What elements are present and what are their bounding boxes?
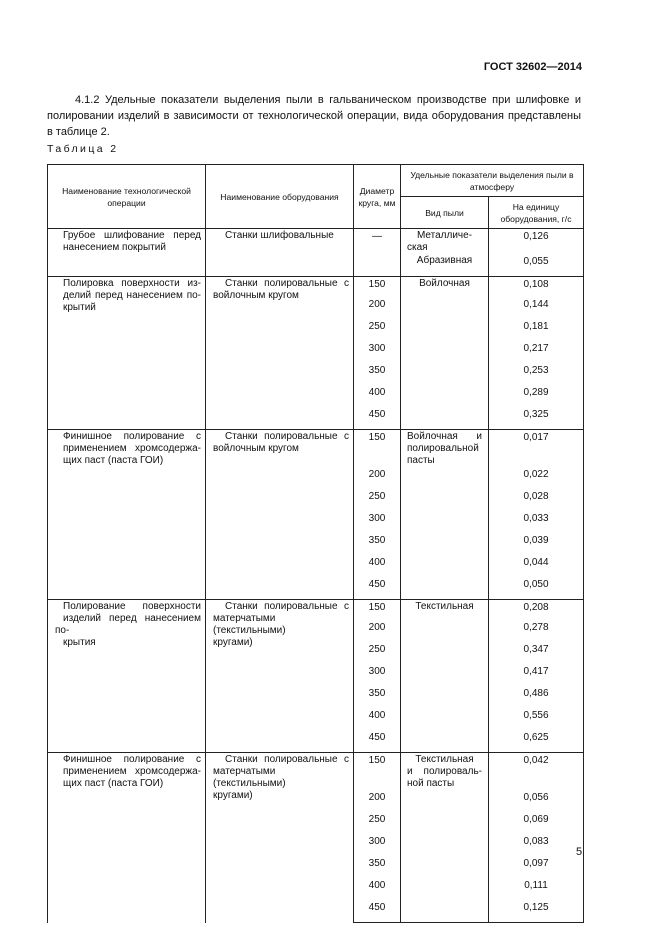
dust-type-line: ной пасты: [407, 778, 455, 789]
dust-type-cell: [401, 363, 489, 385]
table-row: [48, 753, 584, 791]
value-cell: 0,144: [489, 297, 584, 319]
dust-type-cell: [401, 856, 489, 878]
body-paragraph: 4.1.2 Удельные показатели выделения пыли в гальваническом производстве при шлифовке и полировании изделий в зависимости от технологической операции, вида оборудования представлены в таблице 2.: [47, 94, 581, 138]
diameter-cell: 150: [354, 277, 401, 298]
equipment-cell: [206, 753, 354, 923]
value-cell: 0,056: [489, 790, 584, 812]
equipment-line: Станки полировальные с: [225, 278, 349, 289]
dust-emission-table: [47, 164, 584, 923]
dust-type-line: Металличе-: [416, 230, 473, 241]
diameter-cell: 300: [354, 341, 401, 363]
header-diameter: Диаметр круга, мм: [354, 165, 401, 229]
diameter-cell: 450: [354, 900, 401, 923]
value-cell: 0,325: [489, 407, 584, 430]
value-cell: 0,278: [489, 620, 584, 642]
value-cell: 0,253: [489, 363, 584, 385]
table-row: [48, 229, 584, 255]
operation-line: применением хромсодержа-: [63, 766, 201, 777]
header-equipment: Наименование оборудования: [206, 165, 354, 229]
diameter-cell: 400: [354, 708, 401, 730]
equipment-line: кругами): [213, 790, 253, 801]
value-cell: 0,625: [489, 730, 584, 753]
value-cell: 0,486: [489, 686, 584, 708]
diameter-cell: 250: [354, 642, 401, 664]
table-caption: Таблица 2: [47, 143, 119, 155]
dust-type-cell: [401, 878, 489, 900]
table-row: [48, 430, 584, 468]
value-cell: 0,108: [489, 277, 584, 298]
dust-type-line: Войлочная: [419, 278, 470, 289]
dust-type-cell: [401, 341, 489, 363]
equipment-cell: [206, 600, 354, 753]
dust-type-cell: [401, 790, 489, 812]
value-cell: 0,347: [489, 642, 584, 664]
value-cell: 0,039: [489, 533, 584, 555]
diameter-cell: 400: [354, 555, 401, 577]
dust-type-cell: [401, 277, 489, 298]
value-cell: 0,044: [489, 555, 584, 577]
header-group: Удельные показатели выделения пыли в атмосферу: [401, 165, 584, 197]
table-body: [48, 229, 584, 923]
equipment-line: матерчатыми (текстильными): [213, 613, 286, 636]
dust-type-cell: [401, 708, 489, 730]
operation-line: Полирование поверхности: [63, 601, 201, 612]
dust-type-cell: [401, 577, 489, 600]
header-operation: Наименование технологической операции: [48, 165, 206, 229]
diameter-cell: 350: [354, 533, 401, 555]
diameter-cell: 450: [354, 577, 401, 600]
diameter-cell: 350: [354, 363, 401, 385]
dust-type-cell: [401, 900, 489, 923]
operation-line: крытия: [63, 637, 96, 648]
equipment-line: матерчатыми (текстильными): [213, 766, 286, 789]
dust-type-cell: [401, 533, 489, 555]
diameter-cell: 350: [354, 856, 401, 878]
value-cell: 0,028: [489, 489, 584, 511]
operation-line: Финишное полирование с: [63, 431, 201, 442]
page-number: 5: [576, 846, 583, 858]
dust-type-cell: [401, 385, 489, 407]
operation-cell: [48, 229, 206, 277]
dust-type-line: полировальной: [407, 443, 479, 454]
dust-type-cell: [401, 489, 489, 511]
dust-type-cell: [401, 467, 489, 489]
diameter-cell: 200: [354, 467, 401, 489]
equipment-line: войлочным кругом: [213, 290, 299, 301]
equipment-line: Станки полировальные с: [225, 431, 349, 442]
equipment-line: Станки полировальные с: [225, 754, 349, 765]
value-cell: 0,069: [489, 812, 584, 834]
diameter-cell: 200: [354, 790, 401, 812]
operation-line: Финишное полирование с: [63, 754, 201, 765]
value-cell: 0,022: [489, 467, 584, 489]
value-cell: 0,125: [489, 900, 584, 923]
dust-type-cell: [401, 555, 489, 577]
diameter-cell: 150: [354, 753, 401, 791]
operation-line: щих паст (паста ГОИ): [63, 778, 164, 789]
value-cell: 0,217: [489, 341, 584, 363]
table-row: [48, 600, 584, 621]
dust-type-cell: [401, 254, 489, 277]
diameter-cell: 250: [354, 812, 401, 834]
dust-type-cell: [401, 620, 489, 642]
operation-line: делий перед нанесением по-: [63, 290, 201, 301]
header-dust-type: Вид пыли: [401, 197, 489, 229]
dust-type-cell: [401, 730, 489, 753]
diameter-cell: 200: [354, 297, 401, 319]
operation-line: Полировка поверхности из-: [63, 278, 201, 289]
table-row: [48, 277, 584, 298]
value-cell: 0,126: [489, 229, 584, 255]
value-cell: 0,050: [489, 577, 584, 600]
equipment-cell: [206, 277, 354, 430]
operation-cell: [48, 753, 206, 923]
dust-type-line: пасты: [407, 455, 435, 466]
dust-type-cell: [401, 753, 489, 791]
diameter-cell: 200: [354, 620, 401, 642]
equipment-cell: [206, 430, 354, 600]
equipment-line: кругами): [213, 637, 253, 648]
dust-type-cell: [401, 834, 489, 856]
dust-type-line: Войлочная и: [407, 431, 482, 442]
diameter-cell: 150: [354, 430, 401, 468]
value-cell: 0,181: [489, 319, 584, 341]
dust-type-cell: [401, 600, 489, 621]
dust-type-cell: [401, 664, 489, 686]
diameter-cell: 250: [354, 489, 401, 511]
operation-line: применением хромсодержа-: [63, 443, 201, 454]
value-cell: 0,033: [489, 511, 584, 533]
diameter-cell: [354, 254, 401, 277]
equipment-line: Станки шлифовальные: [225, 230, 334, 241]
dust-type-cell: [401, 297, 489, 319]
equipment-cell: [206, 229, 354, 277]
diameter-cell: —: [354, 229, 401, 255]
operation-line: Грубое шлифование перед: [63, 230, 201, 241]
equipment-line: Станки полировальные с: [225, 601, 349, 612]
dust-type-line: Абразивная: [416, 255, 473, 266]
operation-line: изделий перед нанесением по-: [55, 613, 201, 636]
dust-type-cell: [401, 642, 489, 664]
operation-line: крытий: [63, 302, 96, 313]
diameter-cell: 450: [354, 407, 401, 430]
dust-type-cell: [401, 686, 489, 708]
dust-type-cell: [401, 319, 489, 341]
value-cell: 0,417: [489, 664, 584, 686]
diameter-cell: 300: [354, 664, 401, 686]
diameter-cell: 300: [354, 834, 401, 856]
dust-type-line: ская: [407, 242, 428, 253]
operation-line: нанесением покрытий: [63, 242, 166, 253]
dust-type-cell: [401, 407, 489, 430]
diameter-cell: 400: [354, 385, 401, 407]
value-cell: 0,097: [489, 856, 584, 878]
value-cell: 0,289: [489, 385, 584, 407]
dust-type-cell: [401, 511, 489, 533]
value-cell: 0,055: [489, 254, 584, 277]
dust-type-line: Текстильная: [415, 601, 474, 612]
diameter-cell: 450: [354, 730, 401, 753]
dust-type-cell: [401, 229, 489, 255]
diameter-cell: 400: [354, 878, 401, 900]
value-cell: 0,208: [489, 600, 584, 621]
operation-cell: [48, 430, 206, 600]
value-cell: 0,042: [489, 753, 584, 791]
diameter-cell: 300: [354, 511, 401, 533]
value-cell: 0,111: [489, 878, 584, 900]
operation-line: щих паст (паста ГОИ): [63, 455, 164, 466]
value-cell: 0,083: [489, 834, 584, 856]
diameter-cell: 350: [354, 686, 401, 708]
value-cell: 0,017: [489, 430, 584, 468]
header-per-unit: На единицу оборудования, г/с: [489, 197, 584, 229]
dust-type-cell: [401, 812, 489, 834]
dust-type-line: и полироваль-: [407, 766, 482, 777]
equipment-line: войлочным кругом: [213, 443, 299, 454]
diameter-cell: 250: [354, 319, 401, 341]
diameter-cell: 150: [354, 600, 401, 621]
dust-type-line: Текстильная: [415, 754, 474, 765]
standard-number: ГОСТ 32602—2014: [483, 61, 582, 73]
dust-type-cell: [401, 430, 489, 468]
value-cell: 0,556: [489, 708, 584, 730]
operation-cell: [48, 600, 206, 753]
operation-cell: [48, 277, 206, 430]
